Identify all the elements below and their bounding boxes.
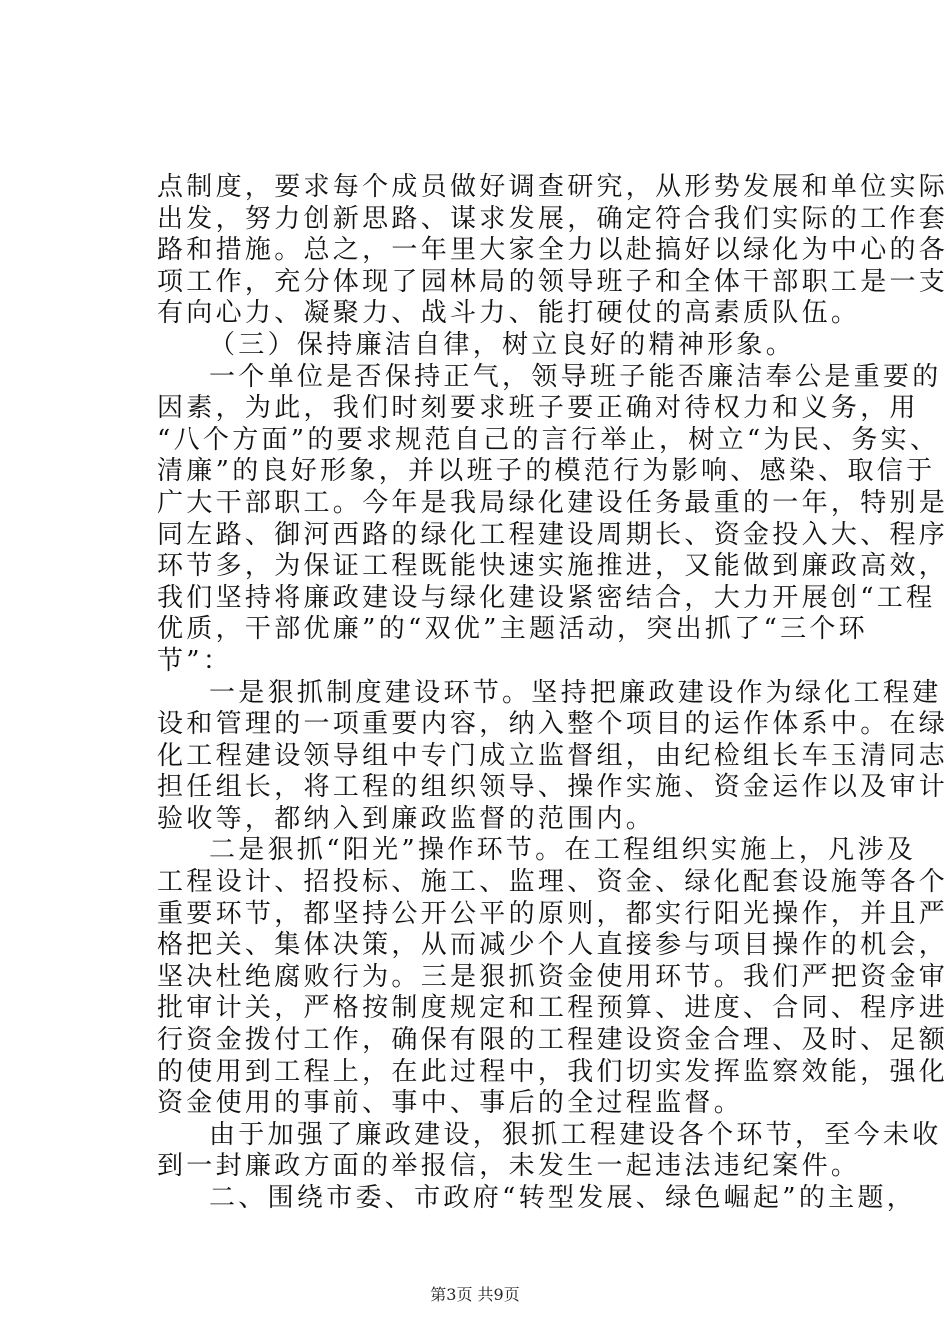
text-line: 我们坚持将廉政建设与绿化建设紧密结合，大力开展创“工程: [157, 582, 936, 613]
text-line: “八个方面”的要求规范自己的言行举止，树立“为民、务实、: [157, 424, 940, 455]
text-line: 节”：: [157, 645, 233, 676]
text-line: 行资金拨付工作，确保有限的工程建设资金合理、及时、足额: [157, 1025, 949, 1056]
text-line: 担任组长，将工程的组织领导、操作实施、资金运作以及审计: [157, 772, 949, 803]
text-line: 重要环节，都坚持公开公平的原则，都实行阳光操作，并且严: [157, 898, 949, 929]
text-line: 清廉”的良好形象，并以班子的模范行为影响、感染、取信于: [157, 456, 936, 487]
page-footer: [0, 1282, 950, 1305]
text-line: 资金使用的事前、事中、事后的全过程监督。: [157, 1088, 744, 1119]
text-line: 一是狠抓制度建设环节。坚持把廉政建设作为绿化工程建: [209, 677, 942, 708]
body-text: [157, 172, 949, 1215]
text-line: 验收等，都纳入到廉政监督的范围内。: [157, 803, 656, 834]
text-line: 点制度，要求每个成员做好调查研究，从形势发展和单位实际: [157, 172, 949, 202]
text-line: 有向心力、凝聚力、战斗力、能打硬仗的高素质队伍。: [157, 298, 861, 329]
text-line: 二、围绕市委、市政府“转型发展、绿色崛起”的主题，: [209, 1183, 917, 1213]
text-line: 一个单位是否保持正气，领导班子能否廉洁奉公是重要的: [209, 361, 942, 392]
text-line: （三）保持廉洁自律，树立良好的精神形象。: [209, 329, 796, 360]
page-number: 第3页 共9页: [430, 1285, 520, 1304]
text-line: 优质，干部优廉”的“双优”主题活动，突出抓了“三个环: [157, 614, 868, 645]
text-line: 由于加强了廉政建设，狠抓工程建设各个环节，至今未收: [209, 1119, 942, 1150]
text-line: 路和措施。总之，一年里大家全力以赴搞好以绿化为中心的各: [157, 235, 949, 266]
text-line: 广大干部职工。今年是我局绿化建设任务最重的一年，特别是: [157, 487, 949, 518]
text-line: 因素，为此，我们时刻要求班子要正确对待权力和义务，用: [157, 393, 919, 424]
text-line: 二是狠抓“阳光”操作环节。在工程组织实施上，凡涉及: [209, 835, 917, 866]
text-line: 出发，努力创新思路、谋求发展，确定符合我们实际的工作套: [157, 203, 949, 234]
text-line: 同左路、御河西路的绿化工程建设周期长、资金投入大、程序: [157, 519, 949, 550]
text-line: 项工作，充分体现了园林局的领导班子和全体干部职工是一支: [157, 266, 949, 297]
text-line: 化工程建设领导组中专门成立监督组，由纪检组长车玉清同志: [157, 740, 949, 771]
text-line: 格把关、集体决策，从而减少个人直接参与项目操作的机会，: [157, 930, 949, 961]
text-line: 批审计关，严格按制度规定和工程预算、进度、合同、程序进: [157, 993, 949, 1024]
text-line: 的使用到工程上，在此过程中，我们切实发挥监察效能，强化: [157, 1056, 949, 1087]
text-line: 工程设计、招投标、施工、监理、资金、绿化配套设施等各个: [157, 867, 949, 898]
text-line: 环节多，为保证工程既能快速实施推进，又能做到廉政高效，: [157, 551, 949, 582]
text-line: 到一封廉政方面的举报信，未发生一起违法违纪案件。: [157, 1151, 861, 1182]
text-line: 坚决杜绝腐败行为。三是狠抓资金使用环节。我们严把资金审: [157, 961, 949, 992]
text-line: 设和管理的一项重要内容，纳入整个项目的运作体系中。在绿: [157, 709, 949, 740]
